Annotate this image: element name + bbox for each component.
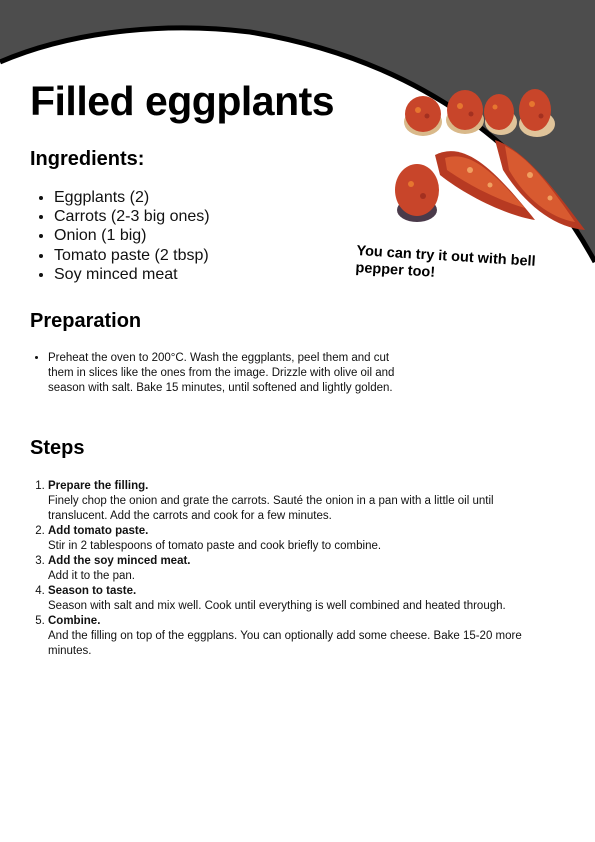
step-title: 5. Combine. — [48, 615, 101, 627]
step-title: 1. Prepare the filling. — [48, 480, 149, 492]
step-text: And the filling on top of the eggplans. You can optionally add some cheese. Bake 15-20 more minutes. — [48, 630, 522, 657]
stuffed-pepper — [495, 140, 585, 230]
step-text: Add it to the pan. — [48, 570, 135, 582]
step-title: 4. Season to taste. — [48, 585, 137, 597]
steps-list — [30, 479, 548, 659]
step-item — [48, 554, 548, 584]
steps-heading: Steps — [30, 437, 85, 459]
eggplant-slice — [404, 96, 442, 136]
list-item: • Preheat the oven to 200°C. Wash the eggplants, peel them and cut them in slices like the ones from the image. Drizzle with olive oil and season with salt. Bake 15 minutes, until softened and lightly golden. — [48, 351, 408, 397]
eggplant-slice — [395, 164, 439, 222]
step-item — [48, 614, 548, 659]
eggplant-slice — [446, 90, 484, 134]
list-item: • Eggplants (2) — [54, 188, 210, 207]
stuffed-eggplant-photo — [385, 80, 590, 240]
ingredients-heading: Ingredients: — [30, 148, 145, 170]
step-item — [48, 584, 548, 614]
preparation-heading: Preparation — [30, 310, 142, 332]
eggplant-slice — [519, 89, 555, 137]
bell-pepper-note: You can try it out with bell pepper too! — [354, 243, 537, 281]
step-text: Season with salt and mix well. Cook until everything is well combined and heated through. — [48, 600, 506, 612]
step-title: 2. Add tomato paste. — [48, 525, 149, 537]
preparation-list — [30, 351, 408, 397]
page-title: Filled eggplants — [30, 78, 335, 124]
list-item: • Tomato paste (2 tbsp) — [54, 246, 210, 265]
ingredients-list — [30, 188, 210, 284]
list-item: • Carrots (2-3 big ones) — [54, 207, 210, 226]
step-text: Stir in 2 tablespoons of tomato paste and cook briefly to combine. — [48, 540, 382, 552]
step-text: Finely chop the onion and grate the carrots. Sauté the onion in a pan with a little oil until translucent. Add the carrots and cook for a few minutes. — [48, 495, 494, 522]
eggplant-slice — [484, 94, 517, 135]
list-item: • Onion (1 big) — [54, 226, 210, 245]
step-item — [48, 524, 548, 554]
step-item — [48, 479, 548, 524]
list-item: • Soy minced meat — [54, 265, 210, 284]
step-title: 3. Add the soy minced meat. — [48, 555, 191, 567]
